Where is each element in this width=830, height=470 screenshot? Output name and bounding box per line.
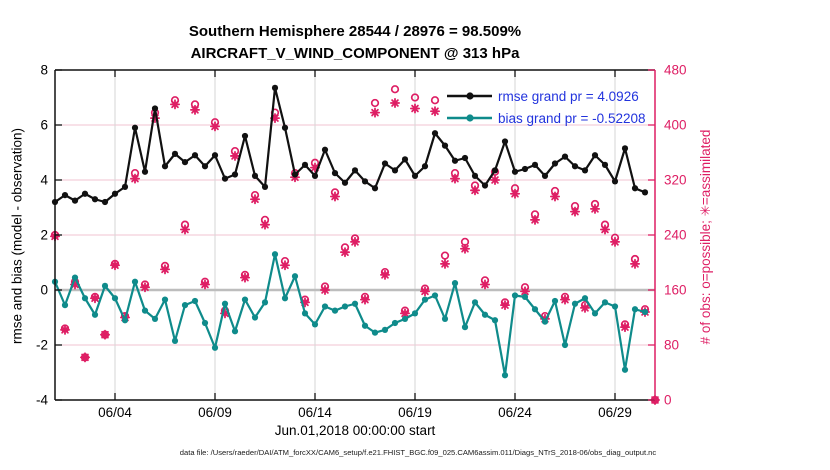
bias-point [172,338,178,344]
bias-point [412,310,418,316]
rmse-point [502,138,508,144]
bias-point [322,303,328,309]
bias-point [522,294,528,300]
y-tick-left-label: 8 [40,62,48,78]
rmse-point [582,167,588,173]
y-tick-right-label: 240 [664,227,687,243]
obs-assimilated-marker [501,301,509,309]
bias-point [502,372,508,378]
obs-assimilated-marker [391,99,399,107]
obs-assimilated-marker [601,225,609,233]
obs-possible-marker [432,97,439,104]
legend-entry-rmse [446,88,639,104]
bias-point [192,298,198,304]
obs-assimilated-marker [161,265,169,273]
rmse-point [222,176,228,182]
bias-point [552,298,558,304]
bias-point [372,330,378,336]
y-tick-right-label: 80 [664,337,680,353]
bias-point [562,342,568,348]
bias-point [232,328,238,334]
bias-point [342,303,348,309]
obs-assimilated-marker [101,331,109,339]
rmse-line [55,88,645,202]
obs-assimilated-marker [421,287,429,295]
obs-assimilated-marker [561,296,569,304]
bias-point [512,292,518,298]
rmse-point [112,191,118,197]
obs-possible-marker [442,252,449,259]
y-tick-right-label: 320 [664,172,687,188]
rmse-point [362,178,368,184]
y-tick-right-label: 0 [664,392,672,408]
bias-point [262,299,268,305]
bias-point [212,345,218,351]
rmse-point [182,159,188,165]
bias-point [592,310,598,316]
rmse-point [282,125,288,131]
obs-assimilated-marker [471,186,479,194]
obs-assimilated-marker [451,175,459,183]
bias-point [442,316,448,322]
legend-entry-bias [446,110,645,126]
obs-possible-marker [392,86,399,93]
rmse-point [432,130,438,136]
y-tick-right-label: 400 [664,117,687,133]
x-tick-label: 06/24 [498,405,532,420]
obs-assimilated-marker [591,205,599,213]
bias-point [382,327,388,333]
y-tick-left-label: 2 [40,227,48,243]
bias-point [92,312,98,318]
bias-point [112,295,118,301]
rmse-point [392,167,398,173]
x-axis-label: Jun.01,2018 00:00:00 start [274,423,436,438]
obs-assimilated-marker [241,274,249,282]
obs-assimilated-marker [261,221,269,229]
obs-assimilated-marker [81,353,89,361]
y-tick-left-label: 0 [40,282,48,298]
rmse-point [132,125,138,131]
rmse-point [562,154,568,160]
legend-rmse-label: rmse grand pr = 4.0926 [498,88,639,104]
bias-point [492,317,498,323]
obs-assimilated-marker [481,280,489,288]
obs-possible-marker [372,100,379,107]
y-tick-left-label: 4 [40,172,48,188]
obs-assimilated-marker [231,152,239,160]
rmse-point [332,170,338,176]
bias-point [302,310,308,316]
rmse-point [312,173,318,179]
bias-point [452,280,458,286]
bias-point [312,321,318,327]
rmse-point [442,143,448,149]
rmse-point [322,147,328,153]
obs-assimilated-marker [181,225,189,233]
rmse-point [302,162,308,168]
bias-point [632,306,638,312]
rmse-point [272,85,278,91]
obs-assimilated-marker [131,175,139,183]
obs-assimilated-marker [441,260,449,268]
bias-point [182,302,188,308]
obs-assimilated-marker [621,323,629,331]
bias-point [422,297,428,303]
bias-point [532,306,538,312]
bias-point [362,323,368,329]
footer-datafile-path: data file: /Users/raeder/DAI/ATM_forcXX/CAM6_setup/f.e21.FHIST_BGC.f09_025.CAM6assim.011/Diags_NTrS_2018-06/obs_diag_output.nc [179,448,657,457]
rmse-point [152,105,158,111]
rmse-point [602,162,608,168]
rmse-point [212,152,218,158]
obs-assimilated-marker [251,195,259,203]
rmse-point [122,184,128,190]
rmse-point [522,166,528,172]
rmse-point [572,163,578,169]
bias-point [402,316,408,322]
rmse-point [172,151,178,157]
rmse-point [232,171,238,177]
legend-rmse-line-sample [446,90,493,102]
obs-assimilated-marker [361,296,369,304]
bias-point [432,292,438,298]
rmse-point [412,173,418,179]
obs-assimilated-marker [551,192,559,200]
bias-point [622,367,628,373]
obs-assimilated-marker [611,238,619,246]
bias-point [542,319,548,325]
rmse-point [252,173,258,179]
bias-point [242,297,248,303]
obs-assimilated-marker [491,176,499,184]
obs-assimilated-marker [211,122,219,130]
bias-point [122,317,128,323]
bias-point [462,324,468,330]
chart-title: Southern Hemisphere 28544 / 28976 = 98.509% [188,23,522,40]
rmse-point [622,145,628,151]
bias-point [162,297,168,303]
bias-point [612,303,618,309]
bias-point [142,308,148,314]
obs-assimilated-marker [201,280,209,288]
rmse-point [342,180,348,186]
x-tick-label: 06/14 [298,405,332,420]
x-tick-label: 06/09 [198,405,232,420]
bias-point [282,295,288,301]
rmse-point [262,184,268,190]
bias-point [572,301,578,307]
obs-assimilated-marker [61,326,69,334]
bias-point [62,302,68,308]
obs-assimilated-marker [531,216,539,224]
obs-assimilated-marker [331,192,339,200]
bias-point [222,301,228,307]
rmse-point [402,156,408,162]
y-tick-left-label: -2 [35,337,48,353]
bias-point [332,308,338,314]
obs-assimilated-marker [321,286,329,294]
rmse-point [72,198,78,204]
rmse-point [92,196,98,202]
bias-point [202,320,208,326]
y-tick-left-label: 6 [40,117,48,133]
obs-assimilated-marker [351,238,359,246]
y-tick-right-label: 160 [664,282,687,298]
obs-assimilated-marker [511,190,519,198]
rmse-point [422,163,428,169]
rmse-point [452,158,458,164]
rmse-point [162,163,168,169]
y-tick-left-label: -4 [35,392,48,408]
obs-assimilated-marker [411,104,419,112]
rmse-point [642,189,648,195]
obs-assimilated-marker [461,245,469,253]
rmse-point [472,173,478,179]
bias-point [472,299,478,305]
obs-assimilated-marker [191,106,199,114]
bias-point [132,279,138,285]
bias-point [82,295,88,301]
bias-point [482,312,488,318]
x-tick-label: 06/19 [398,405,432,420]
obs-assimilated-marker [631,260,639,268]
rmse-point [552,160,558,166]
bias-point [352,301,358,307]
rmse-point [542,173,548,179]
obs-assimilated-marker [581,304,589,312]
x-tick-label: 06/04 [98,405,132,420]
rmse-point [462,155,468,161]
rmse-point [202,163,208,169]
rmse-point [492,167,498,173]
obs-assimilated-marker [381,271,389,279]
bias-line [55,254,645,375]
bias-point [252,314,258,320]
rmse-point [142,169,148,175]
rmse-point [592,152,598,158]
rmse-point [612,178,618,184]
obs-assimilated-marker [431,107,439,115]
legend-bias-label: bias grand pr = -0.52208 [498,110,646,126]
rmse-point [482,182,488,188]
rmse-point [62,192,68,198]
bias-point [102,283,108,289]
obs-assimilated-marker [371,109,379,117]
bias-point [152,316,158,322]
obs-assimilated-marker [571,208,579,216]
y-axis-right-label: # of obs: o=possible; ✳=assimilated [698,129,713,345]
rmse-point [532,162,538,168]
x-tick-label: 06/29 [598,405,632,420]
bias-point [272,251,278,257]
bias-point [392,320,398,326]
obs-assimilated-marker [111,261,119,269]
obs-assimilated-marker [141,283,149,291]
rmse-point [352,167,358,173]
obs-assimilated-marker [91,294,99,302]
chart-subtitle: AIRCRAFT_V_WIND_COMPONENT @ 313 hPa [190,45,520,62]
bias-point [642,309,648,315]
obs-assimilated-marker [281,261,289,269]
rmse-point [192,152,198,158]
rmse-point [82,191,88,197]
rmse-point [382,160,388,166]
rmse-point [242,133,248,139]
obs-assimilated-marker [341,248,349,256]
rmse-point [372,185,378,191]
bias-point [582,295,588,301]
rmse-point [292,171,298,177]
rmse-point [102,199,108,205]
y-axis-left-label: rmse and bias (model - observation) [9,127,25,345]
bias-point [72,275,78,281]
legend-bias-line-sample [446,112,493,124]
bias-point [292,273,298,279]
rmse-point [512,169,518,175]
y-tick-right-label: 480 [664,62,687,78]
rmse-point [632,185,638,191]
obs-assimilated-marker [171,100,179,108]
bias-point [602,299,608,305]
